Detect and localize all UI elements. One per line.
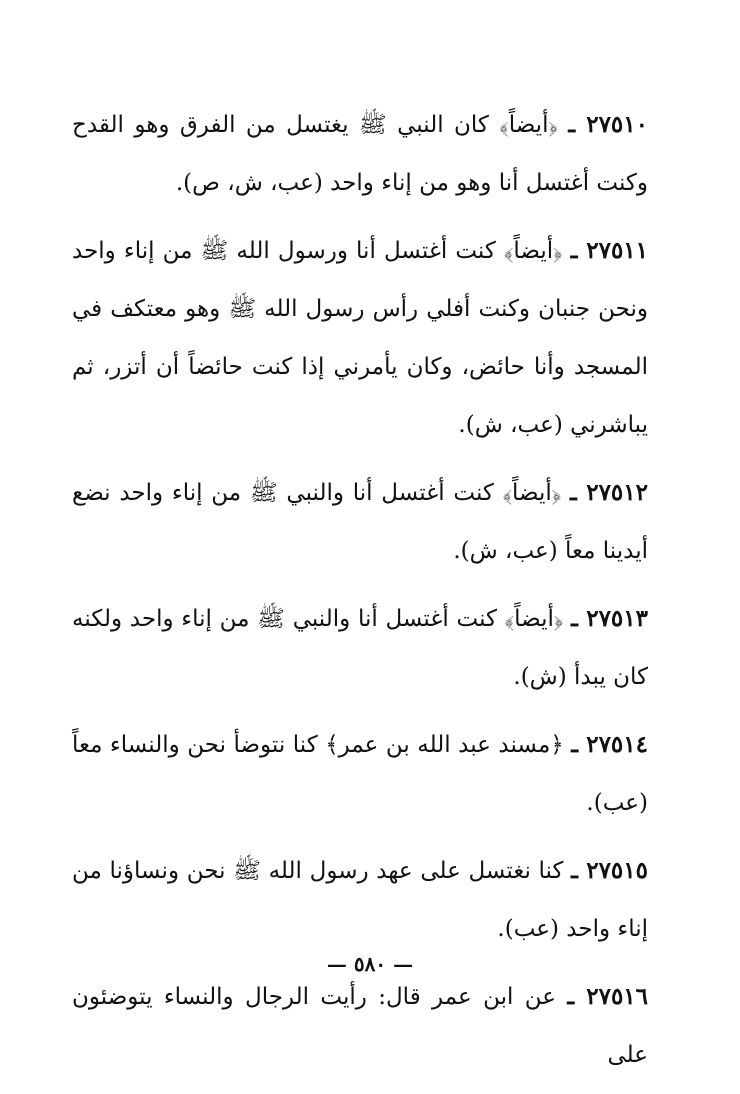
hadith-entry-27510: [72, 96, 648, 212]
hadith-entry-27513: [72, 590, 648, 706]
entry-text: ﴿أيضاً﴾ كنت أغتسل أنا والنبي ﷺ من إناء واحد ولكنه كان يبدأ (ش).: [72, 606, 648, 690]
entry-text: كنا نغتسل على عهد رسول الله ﷺ نحن ونساؤنا من إناء واحد (عب).: [72, 858, 648, 942]
entry-number: ٢٧٥١٠ ـ: [568, 111, 648, 138]
entry-text: ﴿أيضاً﴾ كان النبي ﷺ يغتسل من الفرق وهو القدح وكنت أغتسل أنا وهو من إناء واحد (عب، ش، ص).: [72, 112, 648, 196]
entry-number: ٢٧٥١١ ـ: [570, 237, 649, 264]
hadith-entry-27514: [72, 716, 648, 832]
hadith-entry-27511: [72, 222, 648, 454]
hadith-entry-27512: [72, 464, 648, 580]
entry-text: ﴿أيضاً﴾ كنت أغتسل أنا ورسول الله ﷺ من إناء واحد ونحن جنبان وكنت أفلي رأس رسول الله ﷺ وهو معتكف في المسجد وأنا حائض، وكان يأمرني إذا كنت حائضاً أن أتزر، ثم يباشرني (عب، ش).: [72, 238, 648, 438]
entry-text: ﴿مسند عبد الله بن عمر﴾ كنا نتوضأ نحن والنساء معاً (عب).: [72, 732, 648, 816]
hadith-entry-27515: [72, 842, 648, 958]
hadith-entry-27516: [72, 968, 648, 1084]
entry-number: ٢٧٥١٢ ـ: [570, 479, 648, 506]
entry-number: ٢٧٥١٥ ـ: [571, 857, 648, 884]
hadith-text-block: [72, 96, 648, 1094]
entry-number: ٢٧٥١٤ ـ: [571, 731, 648, 758]
entry-number: ٢٧٥١٣ ـ: [571, 605, 648, 632]
page-number: — ٥٨٠ —: [326, 952, 414, 976]
entry-text: عن ابن عمر قال: رأيت الرجال والنساء يتوضئون على: [72, 984, 648, 1068]
entry-text: ﴿أيضاً﴾ كنت أغتسل أنا والنبي ﷺ من إناء واحد نضع أيدينا معاً (عب، ش).: [72, 480, 648, 564]
entry-number: ٢٧٥١٦ ـ: [567, 983, 649, 1010]
